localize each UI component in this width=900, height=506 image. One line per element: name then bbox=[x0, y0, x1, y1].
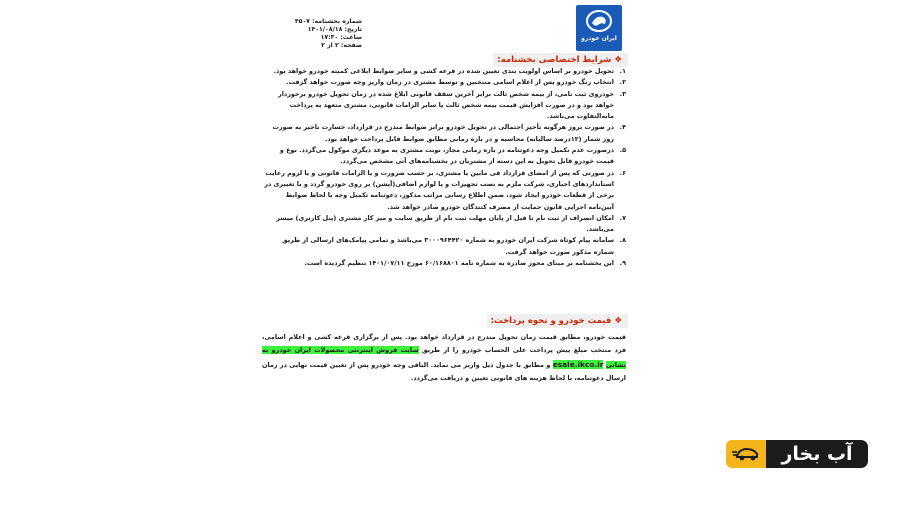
abbokhar-watermark-logo bbox=[726, 438, 868, 470]
meta-page: صفحه: ۲ از ۲ bbox=[321, 42, 362, 49]
brand-name: آب بخار bbox=[766, 440, 868, 468]
list-item: ۶. در صورتی که پس از امضای قرارداد فی مابین یا مشتری، بر حسب ضرورت و یا الزامات قانونی و یا لزوم رعایت استانداردهای اجباری، شرکت ملزم به نصب تجهیزات و یا لوازم اضافی(آپشن) بر روی خودرو گردد و یا تغییری در برخی از قطعات خودرو ایجاد شود، ضمن اطلاع رسانی مراتب مذکور، دعوتنامه تکمیل وجه با لحاظ ضوابط آیین‌نامه اجرایی قانون حمایت از مصرف کنندگان خودرو صادر خواهد شد. bbox=[264, 168, 626, 211]
logo-text: ایران خودرو bbox=[581, 35, 617, 42]
diamond-bullet-icon: ❖ bbox=[614, 55, 622, 65]
list-item: ۸. سامانه پیام کوتاه شرکت ایران خودرو به شماره ۳۰۰۰۹۶۴۴۲۰ می‌باشد و تمامی پیامک‌های ارسالی از طریق شماره مذکور صورت خواهد گرفت. bbox=[281, 236, 626, 256]
list-item: ۲. انتخاب رنگ خودرو پس از اعلام اسامی منتخبین و توسط مشتری در زمان واریز وجه صورت خواهد گرفت. bbox=[286, 78, 626, 87]
list-item: ۳. خودروی ثبت نامی، از بیمه شخص ثالث برابر آخرین سقف قانونی ابلاغ شده در زمان تحویل خودرو برخوردار خواهد بود و در صورت افزایش قیمت بیمه شخص ثالث یا سایر الزامات قانونی، مشتری متعهد به پرداخت مابه‌التفاوت می‌باشد. bbox=[278, 89, 626, 121]
ikco-logo bbox=[576, 5, 622, 51]
meta-date: تاریخ: ۱۴۰۱/۰۸/۱۸ bbox=[307, 26, 362, 33]
terms-list bbox=[262, 66, 626, 269]
car-speed-icon bbox=[726, 440, 768, 468]
esale-link[interactable]: esale.ikco.ir bbox=[552, 359, 604, 369]
esale-site-label: سایت فروش اینترنتی محصولات ایران خودرو به نشانی bbox=[262, 346, 626, 369]
meta-time: ساعت: ۱۷:۳۰ bbox=[320, 34, 362, 41]
list-item: ۹. این بخشنامه بر مبنای مجوز صادره به شماره نامه ۶۰/۱۶۸۸۰۱ مورخ ۱۴۰۱/۰۷/۱۱ تنظیم گردیده است. bbox=[304, 259, 626, 268]
diamond-bullet-icon: ❖ bbox=[614, 316, 622, 326]
payment-section-title: ❖قیمت خودرو و نحوه پرداخت: bbox=[487, 314, 628, 328]
list-item: ۱. تحویل خودرو بر اساس اولویت بندی تعیین شده در قرعه کشی و سایر ضوابط ابلاغی کمیته خودرو خواهد بود. bbox=[273, 67, 626, 75]
lion-emblem-icon bbox=[584, 9, 614, 33]
list-item: ۷. امکان انصراف از ثبت نام تا قبل از پایان مهلت ثبت نام از طریق سایت و میز کار مشتری (پنل کاربری) میسر می‌باشد. bbox=[276, 213, 626, 234]
list-item: ۴. در صورت بروز هرگونه تأخیر احتمالی در تحویل خودرو برابر ضوابط مندرج در قرارداد، خسارت تاخیر به صورت روز شمار (۱۲درصد سالیانه) محاسبه و در بازه زمانی مطابق ضوابط قابل پرداخت خواهد بود. bbox=[272, 123, 626, 143]
terms-section-title: ❖شرایط اختصاصی بخشنامه: bbox=[493, 53, 628, 67]
document-meta bbox=[272, 18, 362, 50]
payment-paragraph: قیمت خودرو، مطابق قیمت زمان تحویل مندرج در قرارداد خواهد بود. پس از برگزاری قرعه کشی و اعلام اسامی، فرد منتخب مبلغ پیش پرداخت علی الحساب خودرو را از طریق سایت فروش اینترنتی محصولات ایران خودرو به نشانی esale.ikco.ir و مطابق با جدول ذیل واریز می نماید. الباقی وجه خودرو پس از تعیین قیمت نهایی در زمان ارسال دعوتنامه، با لحاظ هزینه های قانونی تعیین و دریافت می‌گردد. bbox=[262, 333, 627, 383]
list-item: ۵. درصورت عدم تکمیل وجه دعوتنامه در بازه زمانی مجاز، نوبت مشتری به موعد دیگری موکول می‌گردد. نوع و قیمت خودرو قابل تحویل به این دسته از مشتریان در بخشنامه‌های آتی مشخص می‌گردد. bbox=[279, 146, 626, 166]
document-page bbox=[262, 0, 640, 506]
meta-circular-number: شماره بخشنامه: ۴۵۰۷ bbox=[294, 18, 362, 25]
